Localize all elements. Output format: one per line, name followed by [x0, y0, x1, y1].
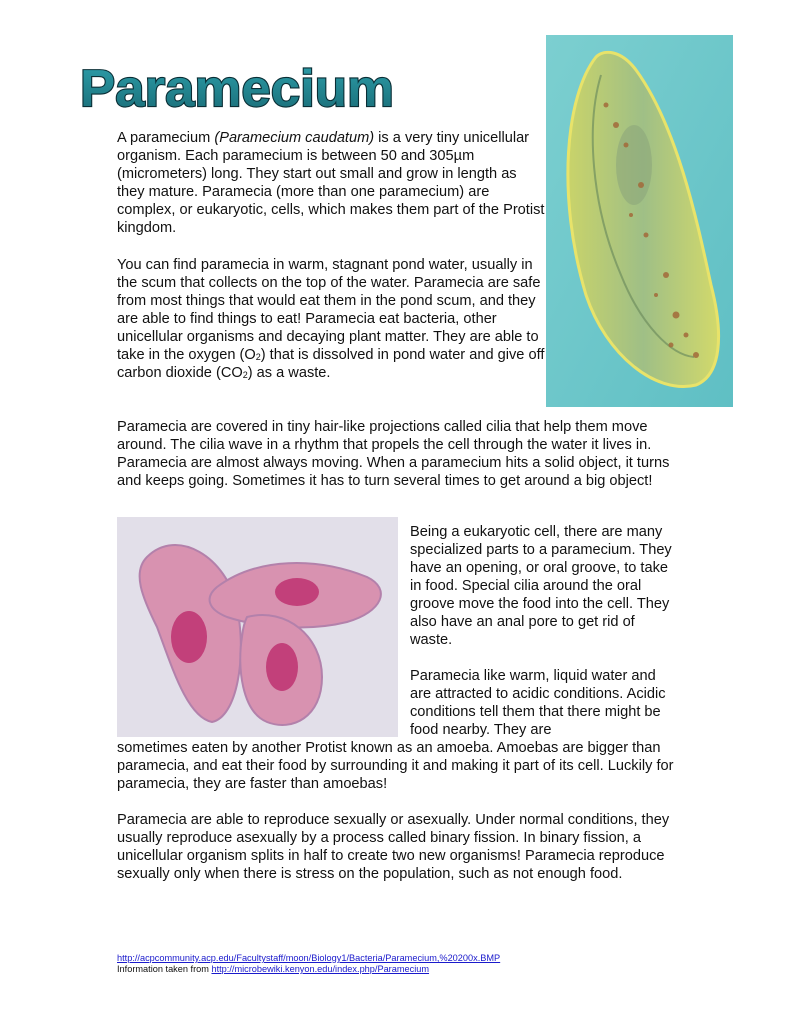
info-source-link[interactable]: http://microbewiki.kenyon.edu/index.php/Paramecium	[211, 964, 430, 974]
habitat-paragraph	[117, 256, 547, 382]
footer-source-line	[117, 953, 500, 964]
species-name: (Paramecium caudatum)	[214, 130, 375, 146]
page-title-text: Paramecium	[80, 60, 394, 114]
paramecium-micrograph	[546, 35, 733, 407]
intro-text-b: is a very tiny unicellular organism. Each paramecium is between 50 and 305µm (micrometers) long. They start out small and grow in length as they mature. Paramecia (more than one paramecium) are complex, or eukaryotic, cells, which makes them part of the Protist kingdom.	[117, 130, 545, 236]
habitat-text-c: ) as a waste.	[247, 365, 331, 381]
co2-subscript: 2	[242, 370, 248, 380]
reproduction-paragraph: Paramecia are able to reproduce sexually or asexually. Under normal conditions, they usually reproduce asexually by a process called binary fission. In binary fission, a unicellular organism splits in half to create two new organisms! Paramecia reproduce sexually only when there is stress on the population, such as not enough food.	[117, 812, 670, 882]
stained-paramecia-image	[117, 517, 398, 737]
predator-paragraph-end: sometimes eaten by another Protist known as an amoeba. Amoebas are bigger than paramecia, and eat their food by surrounding it and making it part of its cell. Luckily for paramecia, they are faster than amoebas!	[117, 740, 674, 792]
intro-paragraph	[117, 129, 547, 237]
intro-text-a: A paramecium	[117, 130, 215, 146]
oxygen-subscript: 2	[255, 352, 261, 362]
image-source-link[interactable]: http://acpcommunity.acp.edu/Facultystaff/moon/Biology1/Bacteria/Paramecium,%20200x.BMP	[117, 953, 501, 963]
habitat-text-a: You can find paramecia in warm, stagnant pond water, usually in the scum that collects on the top of the water. Paramecia are safe from most things that would eat them in the pond scum, and they are able to find things to eat! Paramecia eat bacteria, other unicellular organisms and decaying plant matter. They are able to take in the oxygen (O	[117, 257, 541, 363]
structure-paragraph: Being a eukaryotic cell, there are many specialized parts to a paramecium. They have an opening, or oral groove, to take in food. Special cilia around the oral groove move the food into the cell. They also have an anal pore to get rid of waste.	[410, 524, 672, 648]
info-prefix: Information taken from	[117, 964, 212, 974]
footer-info-line	[117, 964, 429, 975]
predator-paragraph-start: Paramecia like warm, liquid water and are attracted to acidic conditions. Acidic conditions tell them that there might be food nearby. They are	[410, 668, 666, 738]
page-title	[78, 56, 398, 114]
cilia-paragraph: Paramecia are covered in tiny hair-like projections called cilia that help them move around. The cilia wave in a rhythm that propels the cell through the water it lives in. Paramecia are almost always moving. When a paramecium hits a solid object, it turns and keeps going. Sometimes it has to turn several times to get around a big object!	[117, 419, 670, 489]
habitat-text-b: ) that is dissolved in pond water and give off carbon dioxide (CO	[117, 347, 545, 381]
